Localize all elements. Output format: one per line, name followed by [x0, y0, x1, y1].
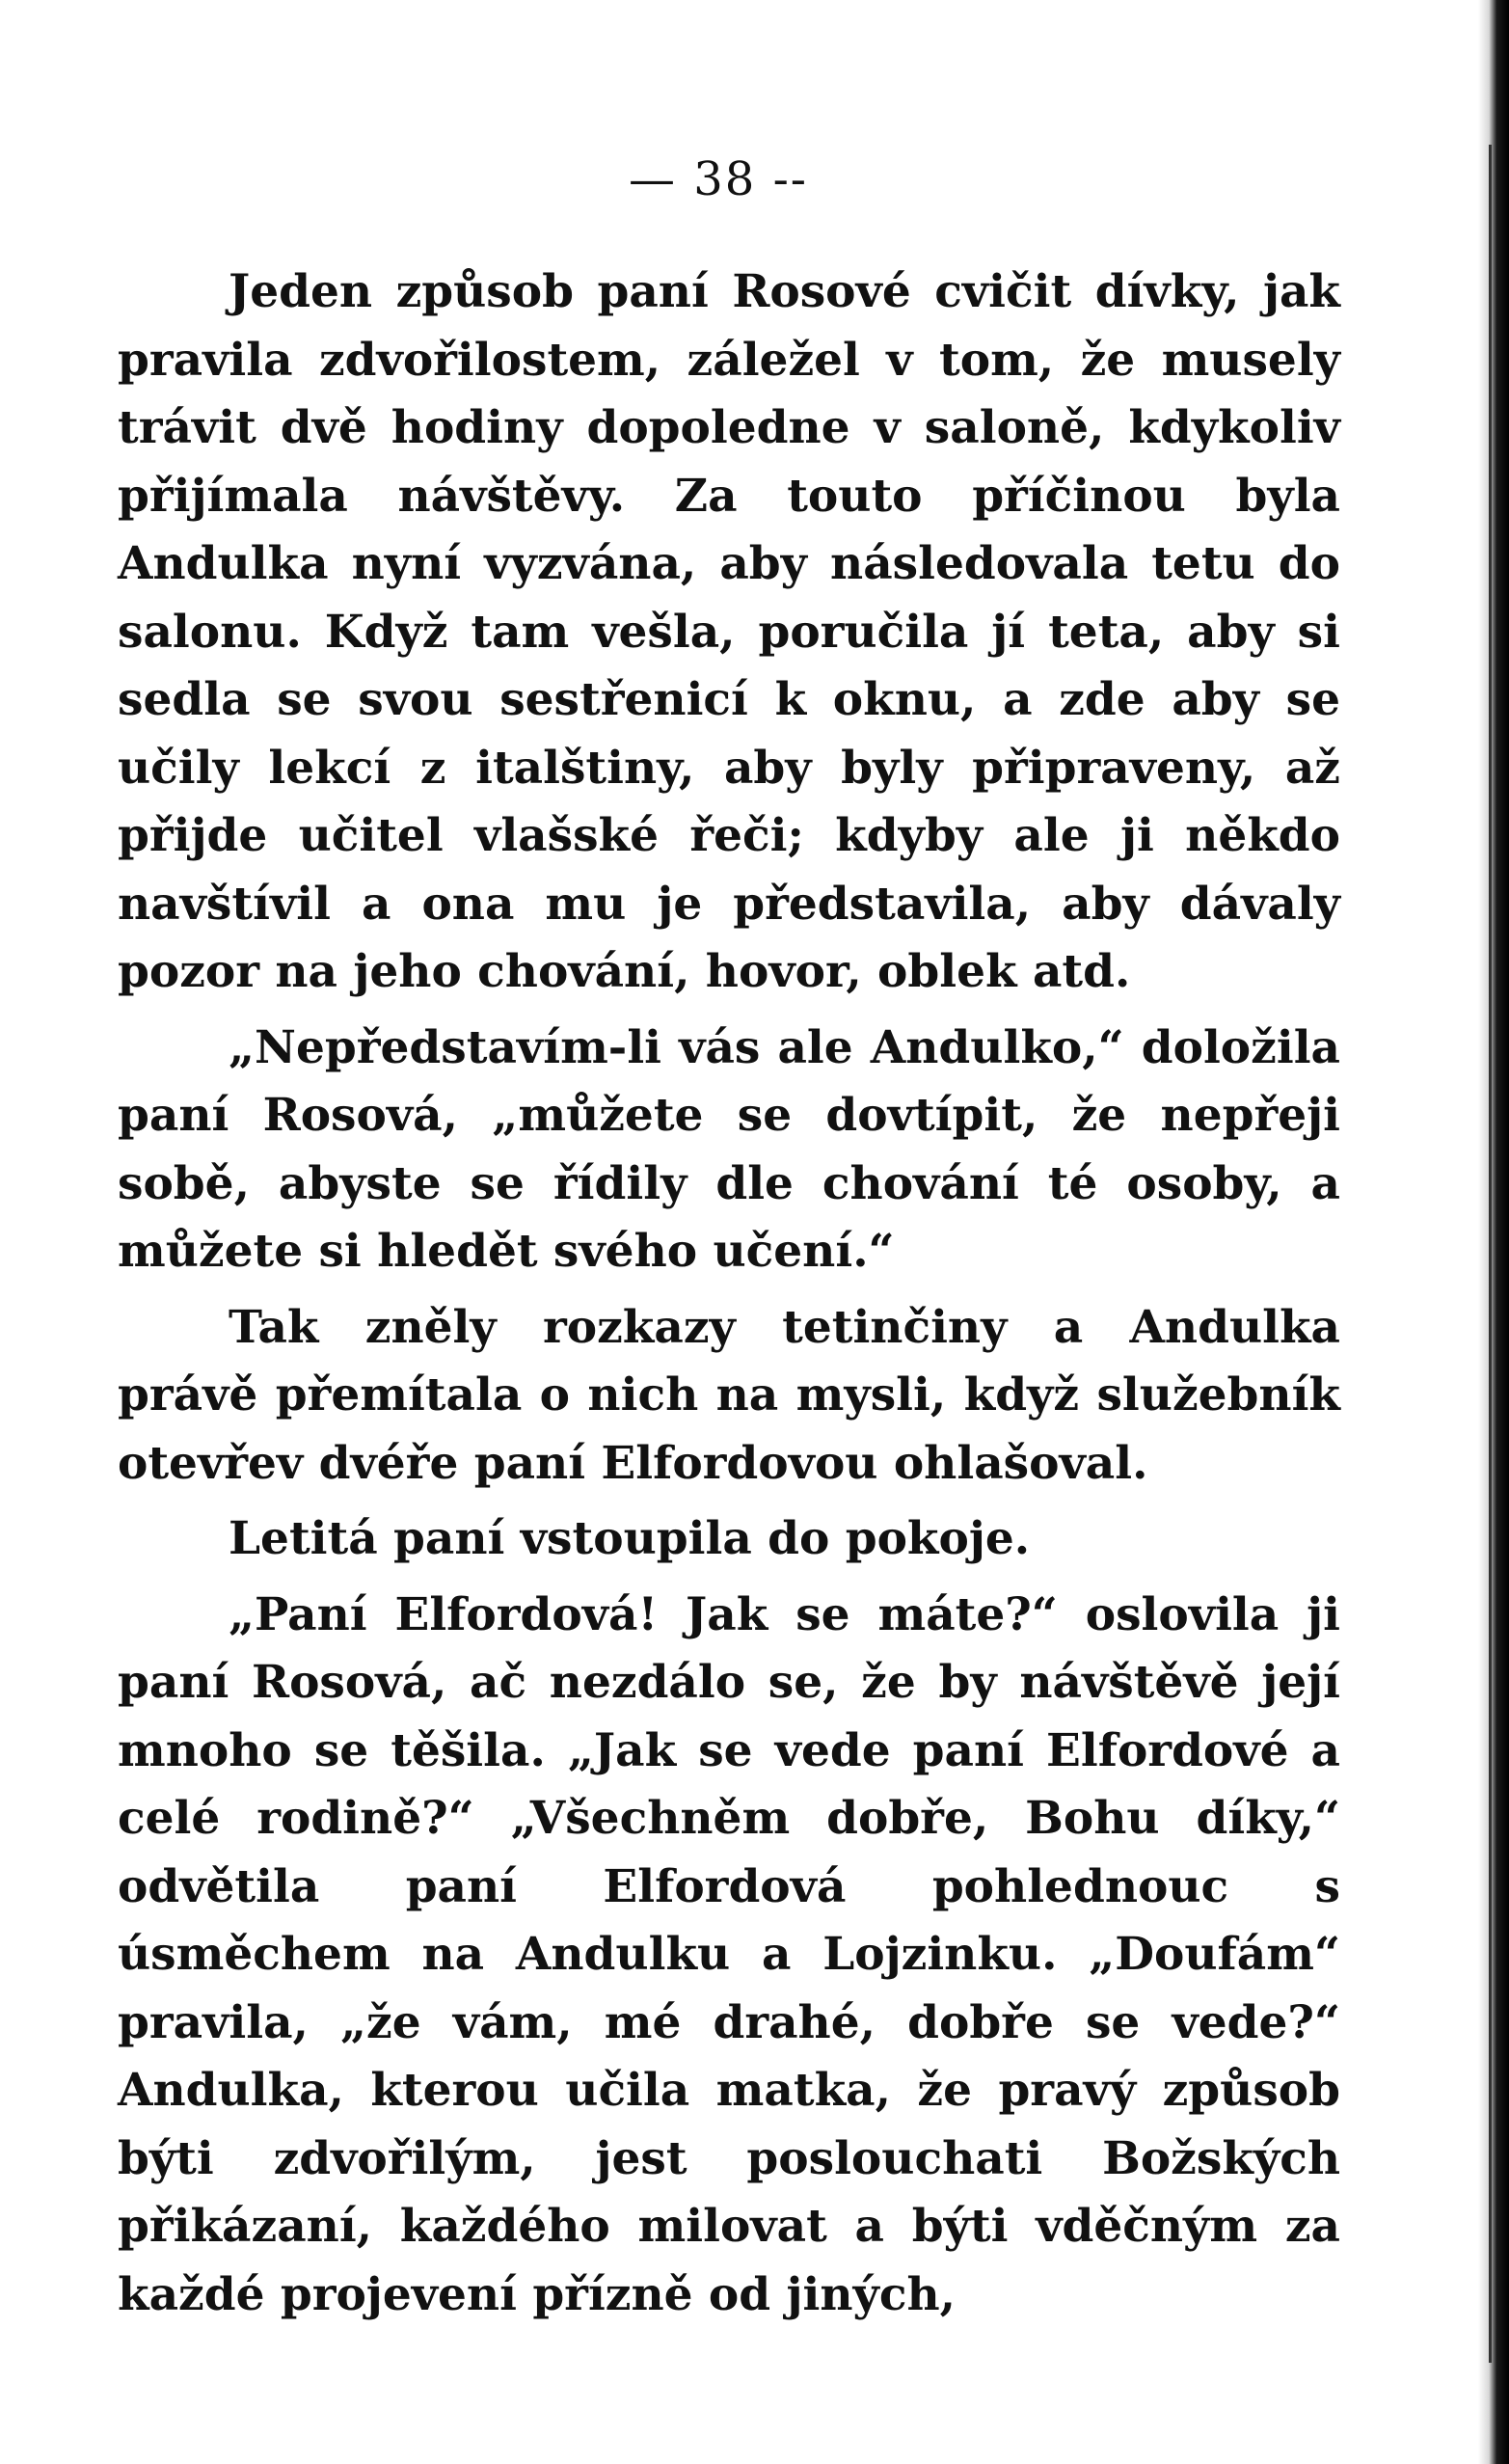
paragraph-3: Tak zněly rozkazy tetinčiny a Andulka právě přemítala o nich na mysli, když služebník otevřev dvéře paní Elfordovou ohlašoval. — [118, 1300, 1340, 1490]
scan-edge-line — [1489, 145, 1492, 2363]
scan-page-edge — [1478, 0, 1509, 2464]
paragraph-2: „Nepředstavím-li vás ale Andulko,“ doložila paní Rosová, „můžete se dovtípit, že nepřeji sobě, abyste se řídily dle chování té osoby, a můžete si hledět svého učení.“ — [118, 1020, 1340, 1278]
body-text — [118, 258, 1340, 2337]
page-number: — 38 -- — [628, 152, 809, 206]
paragraph-5: „Paní Elfordová! Jak se máte?“ oslovila ji paní Rosová, ač nezdálo se, že by návštěvě její mnoho se těšila. „Jak se vede paní Elfordové a celé rodině?“ „Všechněm dobře, Bohu díky,“ odvětila paní Elfordová pohlednouc s úsměchem na Andulku a Lojzinku. „Doufám“ pravila, „že vám, mé drahé, dobře se vede?“ Andulka, kterou učila matka, že pravý způsob býti zdvořilým, jest poslouchati Božských přikázaní, každého milovat a býti vděčným za každé projevení přízně od jiných, — [118, 1587, 1340, 2321]
paragraph-1: Jeden způsob paní Rosové cvičit dívky, jak pravila zdvořilostem, záležel v tom, že musely trávit dvě hodiny dopoledne v saloně, kdykoliv přijímala návštěvy. Za touto příčinou byla Andulka nyní vyzvána, aby následovala tetu do salonu. Když tam vešla, poručila jí teta, aby si sedla se svou sestřenicí k oknu, a zde aby se učily lekcí z italštiny, aby byly připraveny, až přijde učitel vlašské řeči; kdyby ale ji někdo navštívil a ona mu je představila, aby dávaly pozor na jeho chování, hovor, oblek atd. — [118, 265, 1340, 998]
paragraph-4: Letitá paní vstoupila do pokoje. — [229, 1512, 1031, 1565]
